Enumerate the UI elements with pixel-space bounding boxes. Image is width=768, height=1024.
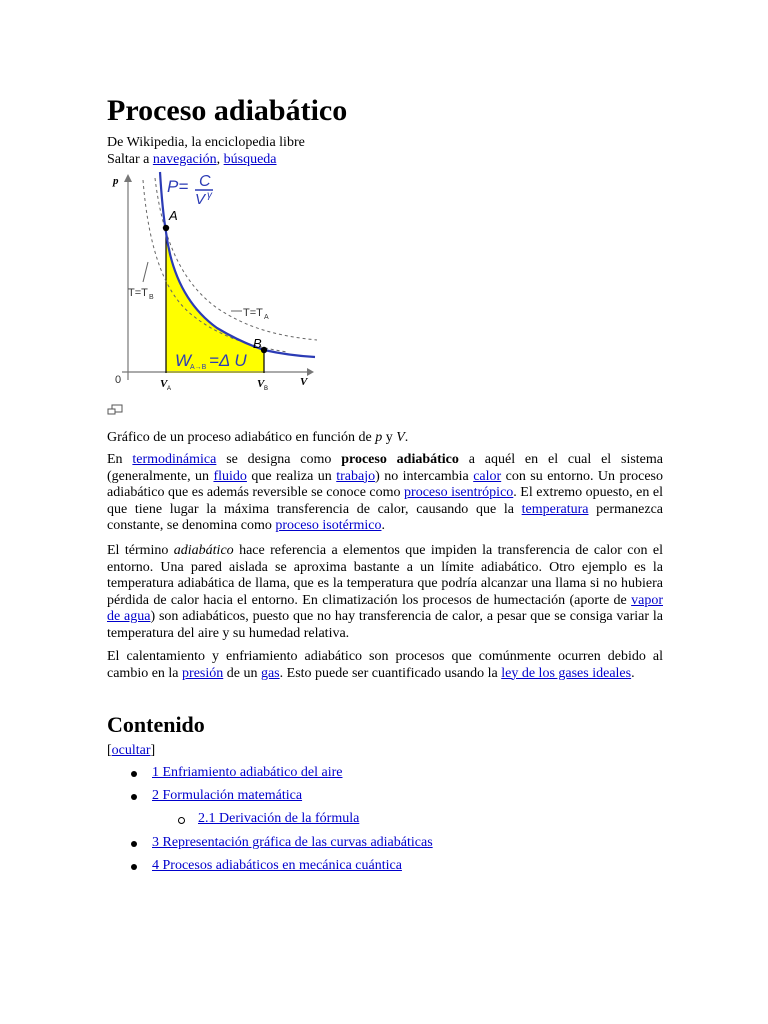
caption-end: .	[404, 430, 409, 445]
text: .	[381, 518, 385, 534]
v-axis-label: V	[300, 376, 308, 388]
vb-label: V	[257, 378, 265, 390]
bullet-icon	[131, 864, 137, 870]
work-sub: A→B	[190, 364, 207, 371]
link-calor[interactable]: calor	[473, 468, 502, 484]
va-sub: A	[167, 386, 172, 392]
link-vapor-de-agua[interactable]: vapor de agua	[107, 592, 663, 625]
text: de un	[223, 665, 261, 681]
origin-label: 0	[115, 374, 122, 386]
work-w: W	[175, 351, 192, 370]
bold-term: proceso adiabático	[341, 452, 459, 467]
paragraph-heating	[107, 649, 663, 682]
hide-contents-link[interactable]: ocultar	[111, 743, 151, 758]
point-b-label: B	[253, 336, 262, 351]
search-link[interactable]: búsqueda	[223, 152, 277, 167]
text: hace referencia a elementos que impiden la transferencia de calor con el entorno. Una pared aislada se aproxima bastante a un límite adiabático. Otro ejemplo es la temperatura adiabática de llama, que es la temperatura que podría alcanzar una llama si no hubiera pérdida de calor hacia el entorno. En climatización los procesos de humectación (aporte de	[107, 543, 663, 608]
text: . Esto puede ser cuantificado usando la	[279, 665, 502, 681]
link-fluido[interactable]: fluido	[213, 468, 247, 484]
italic-term: adiabático	[173, 543, 234, 558]
point-a-label: A	[169, 208, 178, 223]
work-eq: =Δ U	[209, 351, 247, 370]
tb-pointer	[143, 262, 148, 282]
link-gas[interactable]: gas	[260, 665, 280, 681]
bullet-icon	[131, 794, 137, 800]
caption-and: y	[382, 430, 397, 445]
toc-item-3[interactable]: 3 Representación gráfica de las curvas adiabáticas	[152, 835, 433, 850]
caption-p: p	[375, 430, 383, 445]
text: .	[631, 665, 635, 681]
navigation-link[interactable]: navegación	[152, 152, 217, 167]
tb-label: T=T	[128, 287, 148, 299]
contents-toggle	[107, 742, 155, 759]
contents-heading: Contenido	[107, 712, 205, 737]
bracket-close: ]	[150, 743, 156, 758]
site-subtitle: De Wikipedia, la enciclopedia libre	[107, 135, 305, 150]
bullet-icon	[131, 841, 137, 847]
text: ) no intercambia	[375, 468, 474, 484]
bracket-open: [	[107, 743, 112, 758]
text: . El extremo opuesto, en el que tiene lugar la máxima transferencia de calor, causando que la	[107, 485, 664, 517]
jump-separator: ,	[216, 152, 224, 167]
toc-item-2-1[interactable]: 2.1 Derivación de la fórmula	[198, 811, 360, 826]
adiabatic-pv-diagram[interactable]	[107, 170, 321, 400]
link-proceso-isentropico[interactable]: proceso isentrópico	[404, 485, 514, 501]
point-a	[163, 225, 169, 231]
text: con su entorno. Un proceso adiabático que es además reversible se conoce como	[107, 468, 664, 501]
bullet-circle-icon	[178, 817, 185, 824]
link-proceso-isotermico[interactable]: proceso isotérmico	[275, 518, 382, 534]
vb-sub: B	[264, 386, 269, 392]
text: a aquél en el cual el sistema (generalmente, un	[107, 452, 663, 484]
figure-caption	[107, 429, 408, 446]
link-trabajo[interactable]: trabajo	[336, 468, 376, 484]
formula-c: C	[199, 173, 211, 190]
text: El término	[107, 543, 174, 558]
p-axis-label: p	[113, 175, 119, 187]
text: permanezca constante, se denomina como	[107, 501, 663, 534]
formula-v: V	[195, 191, 206, 208]
va-label: V	[160, 378, 168, 390]
paragraph-intro	[107, 452, 663, 535]
caption-v: V	[396, 430, 405, 445]
paragraph-term	[107, 543, 663, 643]
link-temperatura[interactable]: temperatura	[521, 501, 589, 517]
text: El calentamiento y enfriamiento adiabático son procesos que comúnmente ocurren debido al cambio en la	[107, 649, 663, 681]
formula-gamma: γ	[207, 190, 212, 201]
ta-label: T=T	[243, 307, 263, 319]
toc-item-4[interactable]: 4 Procesos adiabáticos en mecánica cuántica	[152, 858, 402, 873]
text: se designa como	[216, 452, 342, 467]
enlarge-icon[interactable]	[107, 404, 123, 416]
text: que realiza un	[246, 468, 337, 484]
jump-links	[107, 151, 277, 168]
bullet-icon	[131, 771, 137, 777]
p-axis-arrow	[124, 174, 132, 182]
formula-p: P=	[167, 177, 189, 196]
text: ) son adiabáticos, puesto que no hay transferencia de calor, a pesar que se consiga variar la temperatura del aire y su humedad relativa.	[107, 609, 663, 641]
v-axis-arrow	[307, 368, 314, 376]
caption-text: Gráfico de un proceso adiabático en función de	[107, 430, 376, 445]
toc-item-1[interactable]: 1 Enfriamiento adiabático del aire	[152, 765, 343, 780]
page-title: Proceso adiabático	[107, 94, 348, 127]
link-ley-gases-ideales[interactable]: ley de los gases ideales	[501, 665, 632, 681]
tb-sub: B	[149, 294, 154, 301]
text: En	[107, 452, 133, 467]
link-presion[interactable]: presión	[182, 665, 224, 681]
point-b	[261, 347, 267, 353]
link-termodinamica[interactable]: termodinámica	[132, 452, 217, 467]
toc-item-2[interactable]: 2 Formulación matemática	[152, 788, 303, 803]
jump-prefix: Saltar a	[107, 152, 153, 167]
ta-sub: A	[264, 314, 269, 321]
